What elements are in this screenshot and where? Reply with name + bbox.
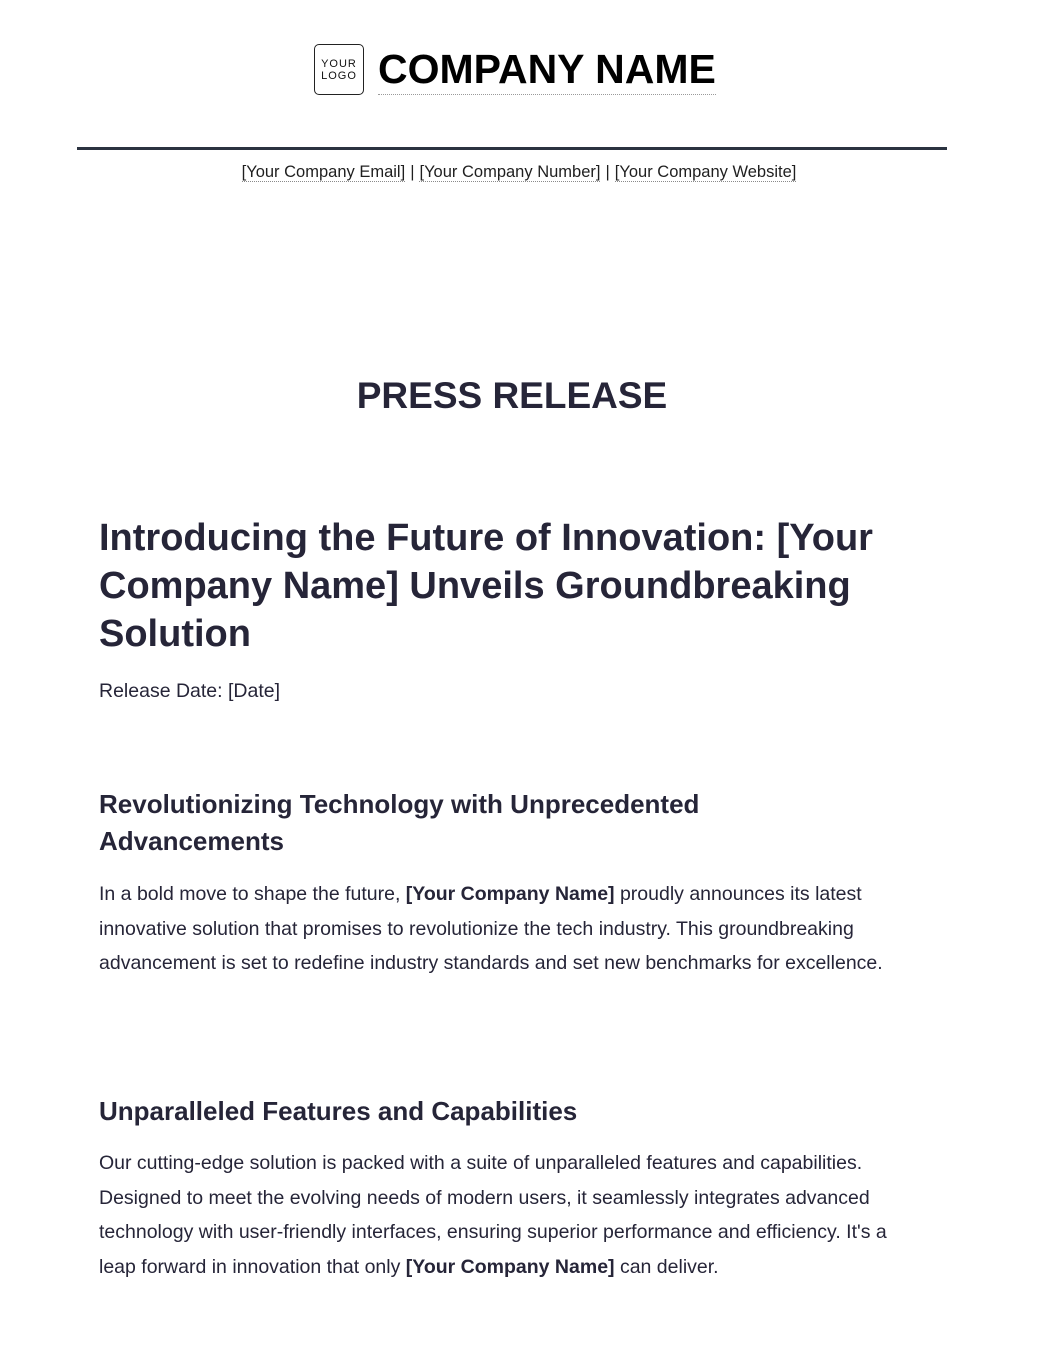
company-email[interactable]: [Your Company Email]: [241, 163, 406, 181]
company-name[interactable]: COMPANY NAME: [378, 44, 716, 95]
section-title: Revolutionizing Technology with Unprecedented Advancements: [99, 789, 700, 856]
company-name-placeholder: [Your Company Name]: [405, 883, 615, 905]
press-headline: Introducing the Future of Innovation: [Your Company Name] Unveils Groundbreaking Solution: [99, 517, 873, 655]
document-type-title: PRESS RELEASE: [356, 375, 668, 416]
contact-separator: |: [410, 163, 415, 181]
header-divider: [77, 147, 947, 150]
company-number[interactable]: [Your Company Number]: [419, 163, 601, 181]
release-date: Release Date: [Date]: [99, 680, 281, 702]
section-title: Unparalleled Features and Capabilities: [99, 1096, 578, 1126]
contact-separator: |: [605, 163, 610, 181]
logo-line2: LOGO: [321, 69, 357, 82]
contact-line: [0, 162, 1038, 182]
company-logo: [314, 44, 364, 95]
company-website[interactable]: [Your Company Website]: [614, 163, 797, 181]
section-body: In a bold move to shape the future, [Your Company Name] proudly announces its latest innovative solution that promises to revolutionize the tech industry. This groundbreaking advancement is set to redefine industry standards and set new benchmarks for excellence.: [99, 883, 883, 975]
company-name-placeholder: [Your Company Name]: [405, 1256, 615, 1279]
logo-line1: YOUR: [321, 57, 357, 70]
section-body: Our cutting-edge solution is packed with a suite of unparalleled features and capabilities. Designed to meet the evolving needs of modern users, it seamlessly integrates advanced technology with user-friendly interfaces, ensuring superior performance and efficiency. It's a leap forward in innovation that only [Your Company Name] can deliver.: [99, 1152, 887, 1279]
letterhead: [0, 0, 1038, 200]
